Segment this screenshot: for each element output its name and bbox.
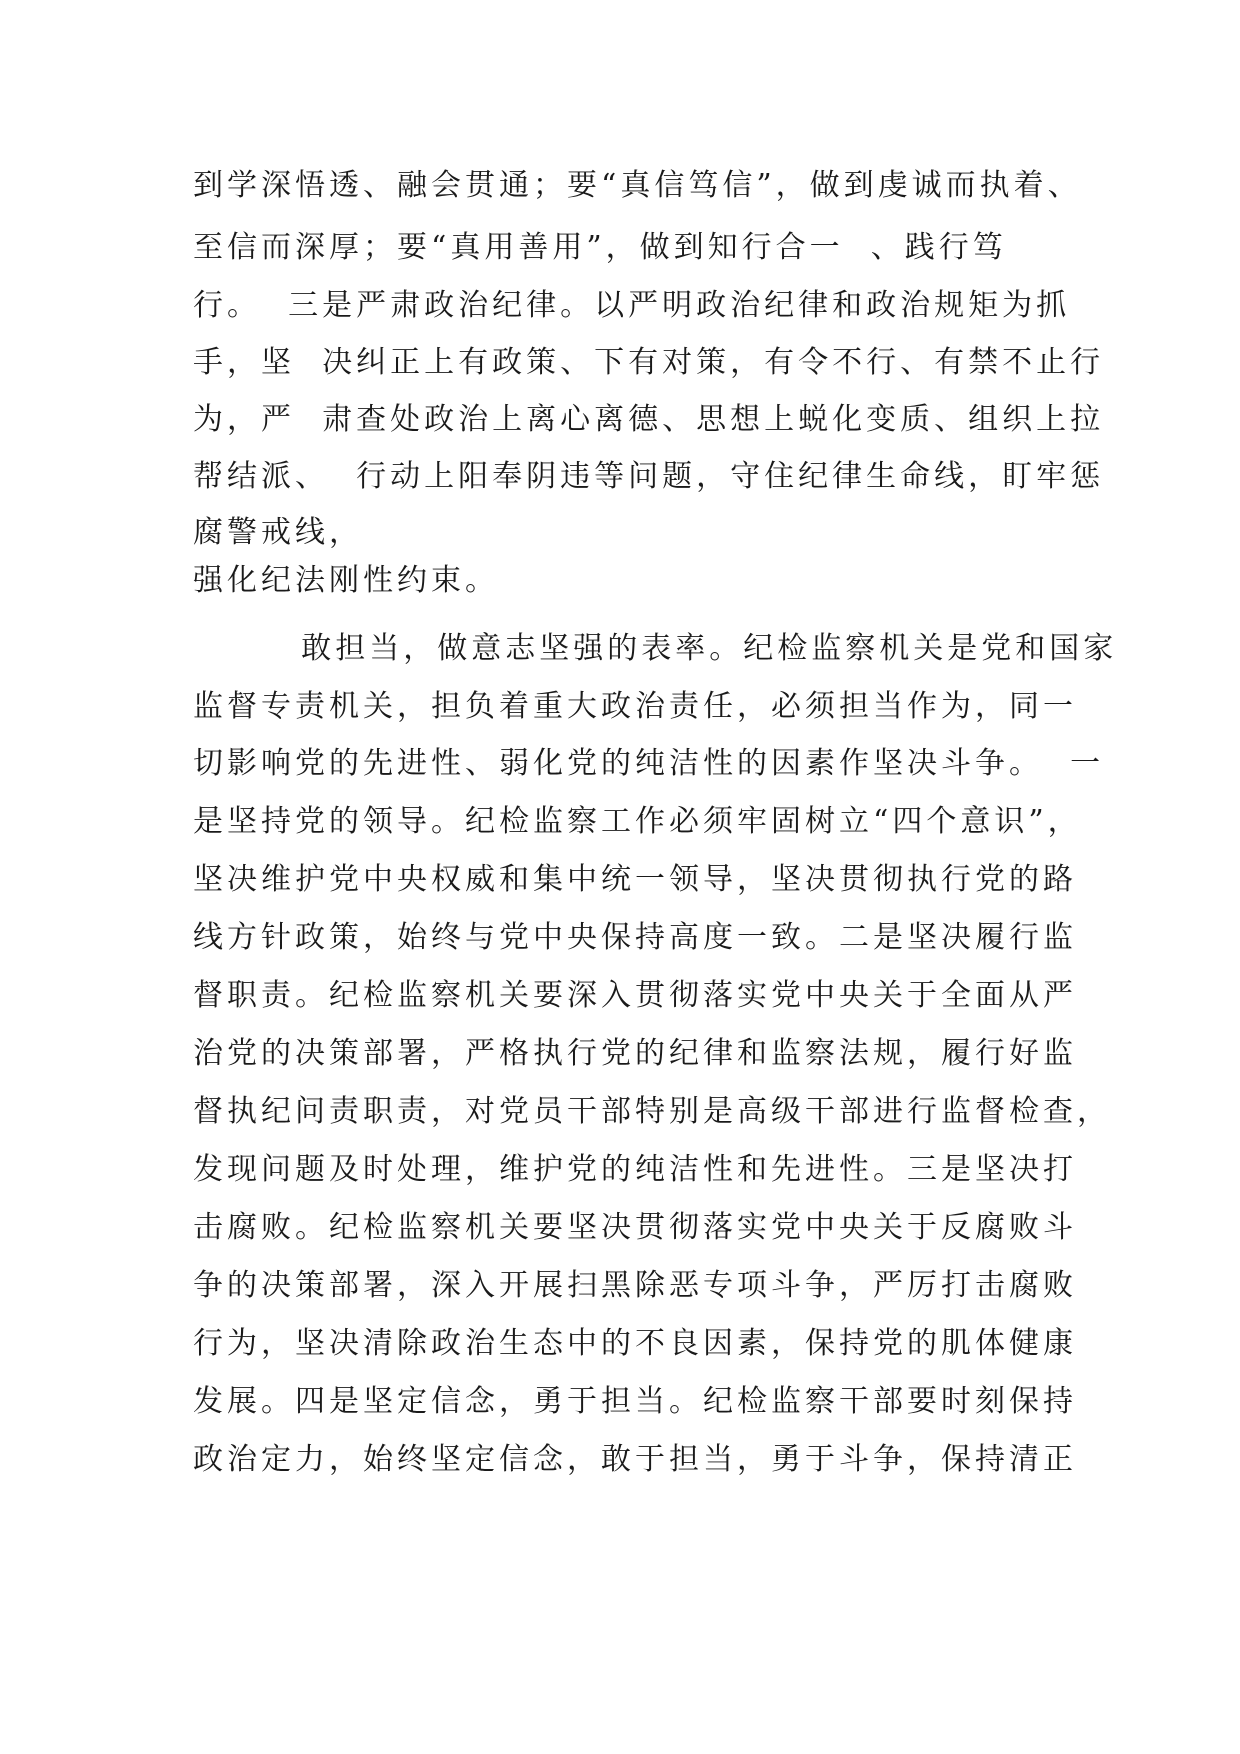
text-line: 督执纪问责职责，对党员干部特别是高级干部进行监督检查， (193, 1094, 1111, 1129)
text-line: 到学深悟透、融会贯通；要“真信笃信”，做到虔诚而执着、 (193, 168, 1082, 203)
text-line: 政治定力，始终坚定信念，敢于担当，勇于斗争，保持清正 (193, 1442, 1077, 1477)
text-line: 监督专责机关，担负着重大政治责任，必须担当作为，同一 (193, 689, 1077, 724)
text-line: 切影响党的先进性、弱化党的纯洁性的因素作坚决斗争。 一 (193, 746, 1105, 781)
text-line: 发展。四是坚定信念，勇于担当。纪检监察干部要时刻保持 (193, 1384, 1077, 1419)
text-line: 争的决策部署，深入开展扫黑除恶专项斗争，严厉打击腐败 (193, 1268, 1077, 1303)
text-line: 敢担当，做意志坚强的表率。纪检监察机关是党和国家 (193, 631, 1118, 666)
text-line: 为，严 肃查处政治上离心离德、思想上蜕化变质、组织上拉 (193, 402, 1105, 437)
text-line: 督职责。纪检监察机关要深入贯彻落实党中央关于全面从严 (193, 978, 1077, 1013)
text-line: 发现问题及时处理，维护党的纯洁性和先进性。三是坚决打 (193, 1152, 1077, 1187)
text-line: 行。 三是严肃政治纪律。以严明政治纪律和政治规矩为抓 (193, 288, 1071, 323)
text-line: 是坚持党的领导。纪检监察工作必须牢固树立“四个意识”， (193, 804, 1082, 839)
text-line: 帮结派、 行动上阳奉阴违等问题，守住纪律生命线，盯牢惩 (193, 459, 1105, 494)
text-line: 击腐败。纪检监察机关要坚决贯彻落实党中央关于反腐败斗 (193, 1210, 1077, 1245)
text-line: 至信而深厚；要“真用善用”，做到知行合一 、践行笃 (193, 230, 1007, 265)
text-line: 腐警戒线， (193, 515, 363, 550)
text-line: 手，坚 决纠正上有政策、下有对策，有令不行、有禁不止行 (193, 345, 1105, 380)
text-line: 线方针政策，始终与党中央保持高度一致。二是坚决履行监 (193, 920, 1077, 955)
text-line: 坚决维护党中央权威和集中统一领导，坚决贯彻执行党的路 (193, 862, 1077, 897)
text-line: 强化纪法刚性约束。 (193, 563, 499, 598)
text-line: 治党的决策部署，严格执行党的纪律和监察法规，履行好监 (193, 1036, 1077, 1071)
text-line: 行为，坚决清除政治生态中的不良因素，保持党的肌体健康 (193, 1326, 1077, 1361)
